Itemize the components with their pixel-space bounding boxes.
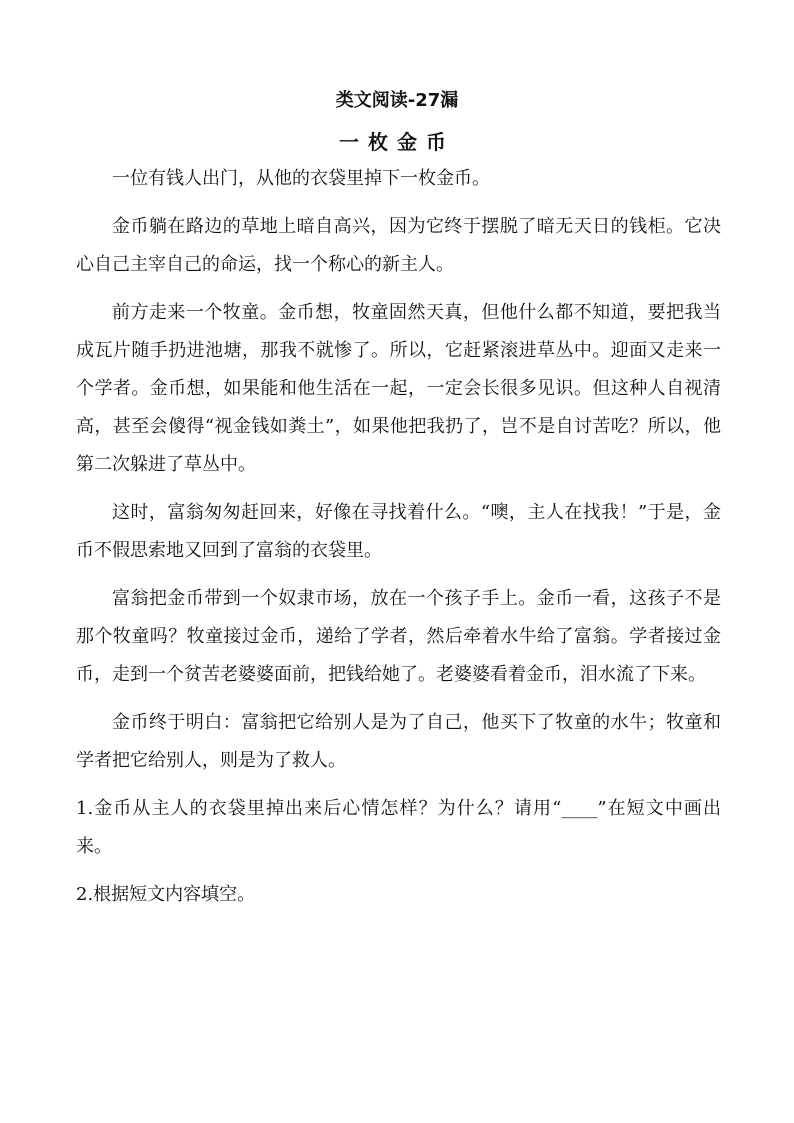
paragraph: 金币躺在路边的草地上暗自高兴，因为它终于摆脱了暗无天日的钱柜。它决心自己主宰自己的命运，找一个称心的新主人。: [76, 216, 721, 275]
paragraph: 金币终于明白：富翁把它给别人是为了自己，他买下了牧童的水牛；牧童和学者把它给别人，则是为了救人。: [76, 712, 721, 771]
paragraph: 前方走来一个牧童。金币想，牧童固然天真，但他什么都不知道，要把我当成瓦片随手扔进池塘，那我不就惨了。所以，它赶紧滚进草丛中。迎面又走来一个学者。金币想，如果能和他生活在一起，一定会长很多见识。但这种人自视清高，甚至会傻得“视金钱如粪土”，如果他把我扔了，岂不是自讨苦吃？所以，他第二次躲进了草丛中。: [76, 302, 721, 475]
article-body: [76, 160, 721, 924]
paragraph: 富翁把金币带到一个奴隶市场，放在一个孩子手上。金币一看，这孩子不是那个牧童吗？牧童接过金币，递给了学者，然后牵着水牛给了富翁。学者接过金币，走到一个贫苦老婆婆面前，把钱给她了。老婆婆看着金币，泪水流了下来。: [76, 588, 721, 685]
paragraph: 一位有钱人出门，从他的衣袋里掉下一枚金币。: [112, 168, 490, 189]
story-title: 一枚金币: [339, 130, 455, 154]
question-1: 1.金币从主人的衣袋里掉出来后心情怎样？为什么？请用“____”在短文中画出来。: [76, 798, 721, 857]
paragraph: 这时，富翁匆匆赶回来，好像在寻找着什么。“噢，主人在找我！”于是，金币不假思索地又回到了富翁的衣袋里。: [76, 502, 721, 561]
series-title: 类文阅读-27漏: [335, 90, 459, 111]
question-2: 2.根据短文内容填空。: [76, 884, 256, 905]
